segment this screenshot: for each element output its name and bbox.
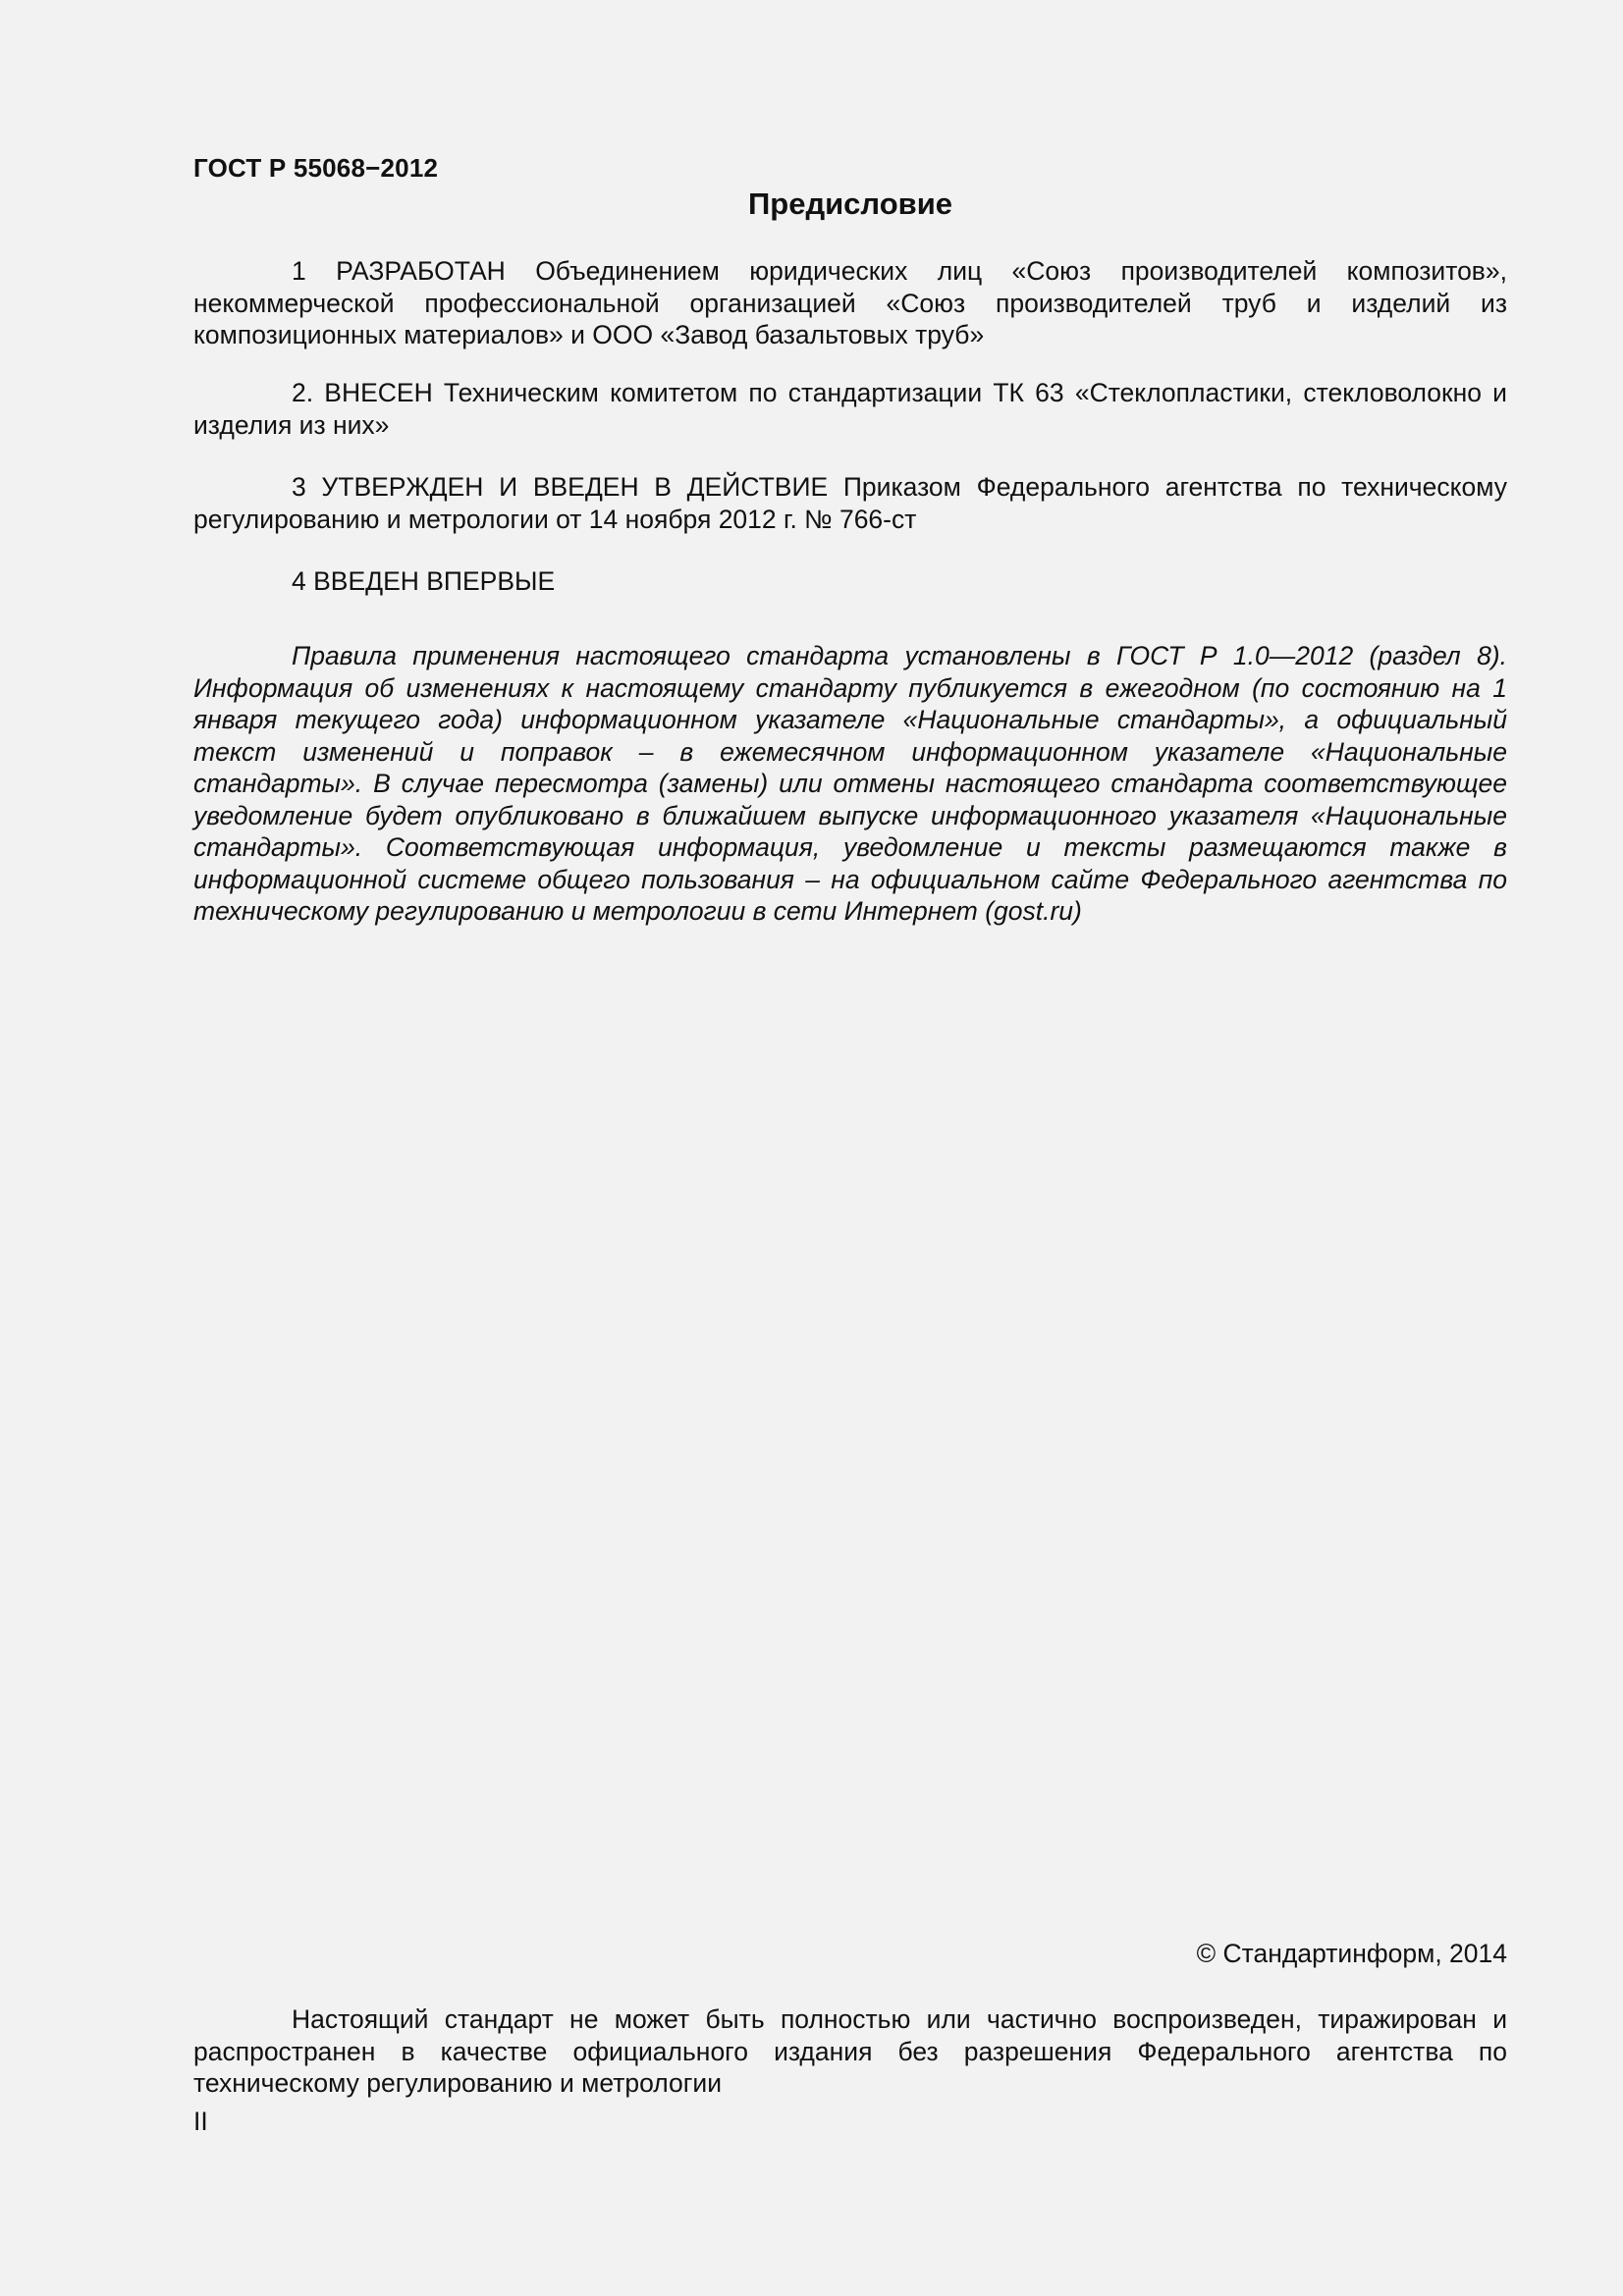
foreword-item-introduced: 2. ВНЕСЕН Техническим комитетом по стандартизации ТК 63 «Стеклопластики, стекловолокно и изделия из них» bbox=[193, 378, 1507, 440]
foreword-item-developed: 1 РАЗРАБОТАН Объединением юридических лиц «Союз производителей композитов», некоммерческой профессиональной организацией «Союз производителей труб и изделий из композиционных материалов» и ООО «Завод базальтовых труб» bbox=[193, 256, 1507, 349]
reproduction-notice: Настоящий стандарт не может быть полностью или частично воспроизведен, тиражирован и распространен в качестве официального издания без разрешения Федерального агентства по техническому регулированию и метрологии bbox=[193, 2004, 1507, 2098]
document-id-header: ГОСТ Р 55068−2012 bbox=[193, 153, 439, 183]
foreword-item-approved: 3 УТВЕРЖДЕН И ВВЕДЕН В ДЕЙСТВИЕ Приказом Федерального агентства по техническому регулированию и метрологии от 14 ноября 2012 г. № 766-ст bbox=[193, 472, 1507, 534]
document-page bbox=[193, 147, 1507, 2160]
rules-note-paragraph: Правила применения настоящего стандарта установлены в ГОСТ Р 1.0—2012 (раздел 8). Информация об изменениях к настоящему стандарту публикуется в ежегодном (по состоянию на 1 января текущего года) информационном указателе «Национальные стандарты», а официальный текст изменений и поправок – в ежемесячном информационном указателе «Национальные стандарты». В случае пересмотра (замены) или отмены настоящего стандарта соответствующее уведомление будет опубликовано в ближайшем выпуске информационного указателя «Национальные стандарты». Соответствующая информация, уведомление и тексты размещаются также в информационной системе общего пользования – на официальном сайте Федерального агентства по техническому регулированию и метрологии в сети Интернет (gost.ru) bbox=[193, 641, 1507, 926]
copyright-notice: © Стандартинформ, 2014 bbox=[1196, 1939, 1507, 1968]
foreword-item-first-introduced: 4 ВВЕДЕН ВПЕРВЫЕ bbox=[292, 566, 556, 596]
page-title: Предисловие bbox=[747, 187, 952, 221]
page-number: II bbox=[193, 2107, 208, 2136]
